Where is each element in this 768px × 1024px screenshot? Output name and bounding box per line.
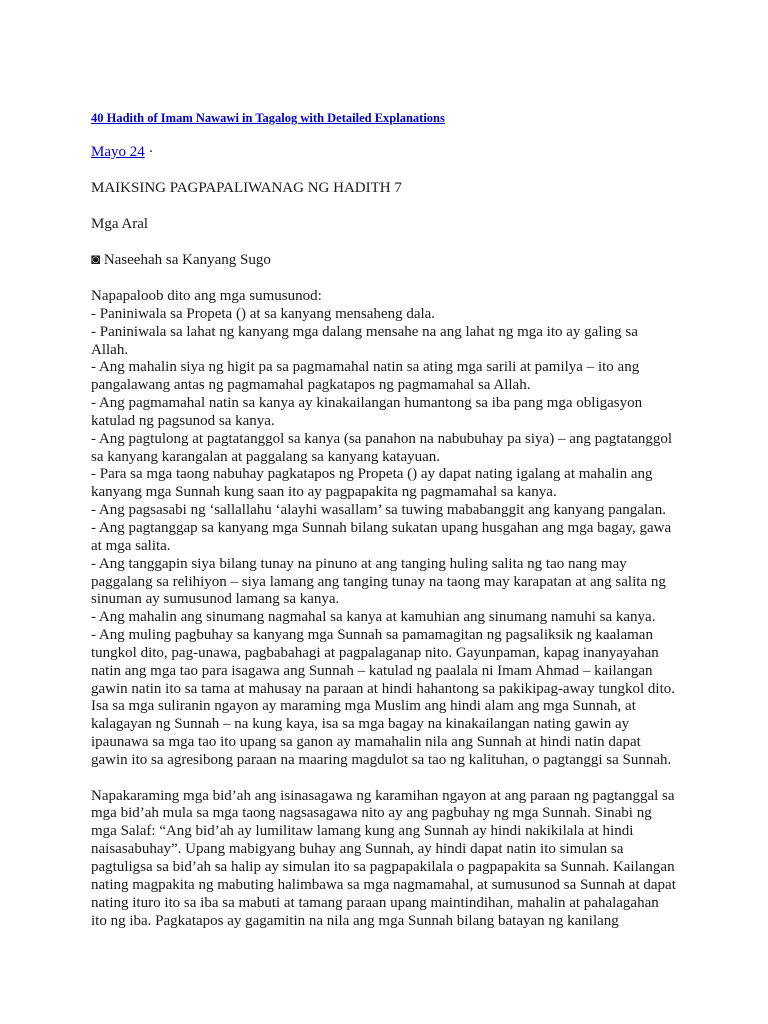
text-line: gawin ito sa agresibong paraan na maaring magdulot sa tao ng kalituhan, o pagtanggi sa Sunnah. bbox=[91, 751, 672, 768]
paragraph-gap bbox=[91, 770, 691, 788]
text-line: - Ang pagtulong at pagtatanggol sa kanya (sa panahon na nabubuhay pa siya) – ang pagtatanggol bbox=[91, 430, 673, 447]
text-line: katulad ng pagsunod sa kanya. bbox=[91, 412, 275, 429]
bullet-item bbox=[91, 252, 271, 269]
section-heading: MAIKSING PAGPAPALIWANAG NG HADITH 7 bbox=[91, 180, 402, 196]
text-line: mga Salaf: “Ang bid’ah ay lumilitaw lamang kung ang Sunnah ay hindi nakikilala at hindi bbox=[91, 823, 634, 840]
text-line: nating ituro ito sa iba sa mabuti at tamang paraan upang maintindihan, mahalin at pahalagahan bbox=[91, 894, 659, 911]
text-line: sa kanyang karangalan at paggalang sa kanyang katayuan. bbox=[91, 448, 441, 465]
text-line: Napakaraming mga bid’ah ang isinasagawa ng karamihan ngayon at ang paraan ng pagtanggal sa bbox=[91, 787, 675, 804]
text-line: - Ang mahalin ang sinumang nagmahal sa kanya at kamuhian ang sinumang namuhi sa kanya. bbox=[91, 609, 656, 626]
text-line: - Paniniwala sa lahat ng kanyang mga dalang mensahe na ang lahat ng mga ito ay galing sa bbox=[91, 323, 638, 340]
text-line: kanyang mga Sunnah kung saan ito ay pagpapakita ng pagmamahal sa kanya. bbox=[91, 484, 557, 501]
text-line: pagtuligsa sa bid’ah sa halip ay simulan ito sa pagpapakilala o pagpapakita sa Sunnah. Kailangan bbox=[91, 859, 675, 875]
text-line: Isa sa mga suliranin ngayon ay maraming mga Muslim ang hindi alam ang mga Sunnah, at bbox=[91, 698, 636, 715]
section-subheading: Mga Aral bbox=[91, 216, 149, 232]
text-line: - Ang pagmamahal natin sa kanya ay kinakailangan humantong sa iba pang mga obligasyon bbox=[91, 395, 643, 412]
date-separator: · bbox=[144, 144, 154, 160]
body-text bbox=[91, 288, 691, 930]
text-line: sinuman ay sumusunod lamang sa kanya. bbox=[91, 591, 340, 608]
text-line: - Ang mahalin siya ng higit pa sa pagmamahal natin sa ating mga sarili at pamilya – ito ang bbox=[91, 359, 640, 376]
text-line: - Paniniwala sa Propeta () at sa kanyang mensaheng dala. bbox=[91, 305, 436, 322]
text-line: gawin natin ito sa tama at mahusay na paraan at hindi hahantong sa pakikipag-away tungkol dito. bbox=[91, 680, 676, 697]
date-line bbox=[91, 144, 154, 161]
bullet-text: Naseehah sa Kanyang Sugo bbox=[100, 252, 271, 268]
text-line: at mga salita. bbox=[91, 537, 171, 554]
text-line: Allah. bbox=[91, 341, 129, 358]
text-line: natin ang mga tao para isagawa ang Sunnah – katulad ng paalala ni Imam Ahmad – kailangan bbox=[91, 662, 653, 679]
text-line: ito ng iba. Pagkatapos ay gagamitin na nila ang mga Sunnah bilang batayan ng kanilang bbox=[91, 912, 619, 929]
text-line: Napapaloob dito ang mga sumusunod: bbox=[91, 288, 322, 304]
text-line: kalagayan ng Sunnah – na kung kaya, isa sa mga bagay na kinakailangan nating gawin ay bbox=[91, 716, 630, 733]
text-line: - Para sa mga taong nabuhay pagkatapos ng Propeta () ay dapat nating igalang at mahalin ang bbox=[91, 466, 653, 483]
text-line: tungkol dito, pag-unawa, pagbabahagi at pagpalaganap nito. Gayunpaman, kapag inanyayahan bbox=[91, 644, 659, 661]
text-line: nating magpakita ng mabuting halimbawa sa mga nagmamahal, at sumusunod sa Sunnah at dapat bbox=[91, 876, 676, 893]
bullet-glyph: ◙ bbox=[91, 252, 101, 268]
date-link[interactable]: Mayo 24 bbox=[91, 144, 145, 160]
text-line: mga bid’ah mula sa mga taong nagsasagawa nito ay ang pagbuhay ng mga Sunnah. Sinabi ng bbox=[91, 805, 652, 822]
text-line: - Ang pagtanggap sa kanyang mga Sunnah bilang sukatan upang husgahan ang mga bagay, gawa bbox=[91, 519, 672, 536]
text-line: pangalawang antas ng pagmamahal pagkatapos ng pagmamahal sa Allah. bbox=[91, 377, 531, 394]
text-line: - Ang tanggapin siya bilang tunay na pinuno at ang tanging huling salita ng tao nang may bbox=[91, 555, 627, 572]
text-line: - Ang muling pagbuhay sa kanyang mga Sunnah sa pamamagitan ng pagsaliksik ng kaalaman bbox=[91, 627, 653, 644]
text-line: paggalang sa relihiyon – siya lamang ang tanging tunay na taong may karapatan at ang salita ng bbox=[91, 573, 666, 590]
article-title-link[interactable]: 40 Hadith of Imam Nawawi in Tagalog with Detailed Explanations bbox=[91, 111, 445, 125]
paragraph-2 bbox=[91, 788, 691, 931]
text-line: ipaunawa sa mga tao ito upang sa ganon ay mamahalin nila ang Sunnah at hindi natin dapat bbox=[91, 734, 641, 751]
text-line: - Ang pagsasabi ng ‘sallallahu ‘alayhi wasallam’ sa tuwing mababanggit ang kanyang pangalan. bbox=[91, 502, 666, 519]
paragraph-1 bbox=[91, 288, 691, 770]
text-line: naisasabuhay”. Upang mabigyang buhay ang Sunnah, ay hindi dapat natin ito simulan sa bbox=[91, 841, 624, 858]
